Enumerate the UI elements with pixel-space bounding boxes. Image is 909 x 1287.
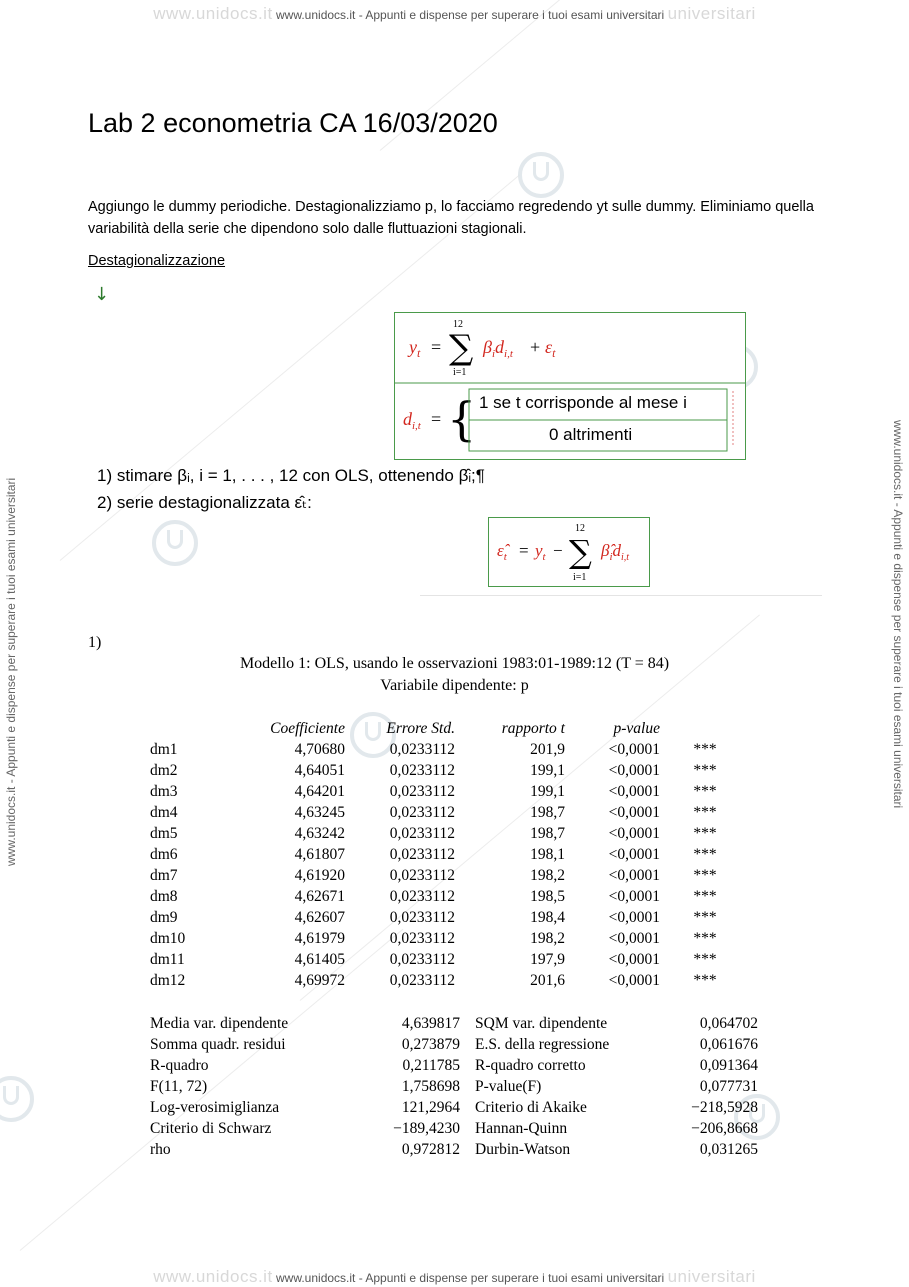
stats-row: [150, 1055, 758, 1076]
table-row: [150, 886, 750, 907]
table-row: [150, 739, 750, 760]
side-watermark-left: www.unidocs.it - Appunti e dispense per superare i tuoi esami universitari: [4, 477, 18, 866]
stats-row: [150, 1076, 758, 1097]
cell-se: 0,0233112: [389, 804, 455, 821]
stats-row: [150, 1013, 758, 1034]
cell-t: 198,5: [530, 888, 565, 905]
cell-name: dm12: [150, 972, 186, 989]
svg-text:yt: $y_t$: [535, 541, 546, 563]
stat-label: R-quadro: [150, 1057, 209, 1074]
cell-sig: ***: [693, 909, 717, 926]
svg-text:β̂idi,t: $\betâ_id_{i,t}$: [601, 541, 630, 563]
svg-text:=: =: [431, 337, 442, 357]
svg-text:di,t: $d_{i,t}$: [403, 409, 421, 432]
svg-text:=: =: [519, 541, 529, 560]
cell-p: <0,0001: [608, 888, 660, 905]
stat-label: Hannan-Quinn: [475, 1120, 568, 1137]
cell-p: <0,0001: [608, 804, 660, 821]
case-two-text: 0 altrimenti: [549, 425, 633, 444]
cell-name: dm9: [150, 909, 178, 926]
dependent-variable: Variabile dipendente: p: [380, 677, 529, 694]
banner-ghost-left: www.unidocs.it: [153, 1267, 273, 1286]
cell-p: <0,0001: [608, 846, 660, 863]
step-two: 2) serie destagionalizzata ε̂ₜ:: [97, 493, 312, 512]
cell-sig: ***: [693, 951, 717, 968]
case-one-text: 1 se t corrisponde al mese i: [479, 393, 687, 412]
table-row: [150, 970, 750, 991]
cell-name: dm5: [150, 825, 178, 842]
svg-text:i=1: i=1: [453, 367, 467, 378]
cell-sig: ***: [693, 783, 717, 800]
cell-name: dm7: [150, 867, 178, 884]
svg-text:i=1: i=1: [573, 572, 587, 583]
cell-name: dm10: [150, 930, 186, 947]
cell-se: 0,0233112: [389, 930, 455, 947]
table-row: [150, 760, 750, 781]
stat-label: Log-verosimiglianza: [150, 1099, 280, 1116]
section-subheading: Destagionalizzazione: [88, 253, 226, 269]
residual-equation-svg: [489, 518, 649, 586]
table-header-row: [150, 718, 750, 739]
equation-box: [394, 312, 746, 460]
cell-name: dm1: [150, 741, 178, 758]
stat-value: 0,061676: [699, 1036, 758, 1053]
cell-t: 198,7: [530, 804, 565, 821]
stat-spacer: [460, 1034, 475, 1055]
banner-ghost-left: www.unidocs.it: [153, 4, 273, 23]
cell-name: dm4: [150, 804, 178, 821]
cell-t: 199,1: [530, 762, 565, 779]
cell-se: 0,0233112: [389, 972, 455, 989]
cell-name: dm8: [150, 888, 178, 905]
svg-text:+: +: [530, 337, 541, 357]
banner-text: www.unidocs.it - Appunti e dispense per superare i tuoi esami universitari: [276, 1271, 665, 1285]
model-title: Modello 1: OLS, usando le osservazioni 1983:01-1989:12 (T = 84): [239, 655, 670, 672]
divider: [420, 595, 822, 596]
cell-se: 0,0233112: [389, 909, 455, 926]
cell-coef: 4,61979: [294, 930, 345, 947]
down-arrow-icon: ↓: [94, 284, 110, 305]
stat-spacer: [460, 1118, 475, 1139]
stats-row: [150, 1118, 758, 1139]
cell-p: <0,0001: [608, 972, 660, 989]
watermark-logo-icon: [518, 152, 564, 198]
cell-sig: ***: [693, 930, 717, 947]
cell-coef: 4,62607: [294, 909, 345, 926]
stat-value: 0,091364: [699, 1057, 758, 1074]
stat-spacer: [460, 1013, 475, 1034]
stat-value: −218,5928: [691, 1099, 758, 1116]
stat-spacer: [460, 1076, 475, 1097]
bottom-banner: [0, 1267, 909, 1287]
cell-sig: ***: [693, 804, 717, 821]
stat-value: 4,639817: [401, 1015, 460, 1032]
stat-value: 1,758698: [401, 1078, 460, 1095]
stats-row: [150, 1097, 758, 1118]
table-row: [150, 823, 750, 844]
top-banner: [0, 4, 909, 24]
stat-label: Criterio di Akaike: [475, 1099, 587, 1116]
cell-p: <0,0001: [608, 867, 660, 884]
step-one: 1) stimare βᵢ, i = 1, . . . , 12 con OLS, ottenendo β̂ᵢ;¶: [97, 466, 485, 485]
table-row: [150, 949, 750, 970]
stat-spacer: [460, 1055, 475, 1076]
stat-label: P-value(F): [475, 1078, 542, 1095]
cell-p: <0,0001: [608, 909, 660, 926]
svg-text:εt: $\varepsilon_t$: [545, 337, 556, 360]
cell-name: dm11: [150, 951, 185, 968]
stat-label: Somma quadr. residui: [150, 1036, 286, 1053]
stats-row: [150, 1139, 758, 1160]
cell-se: 0,0233112: [389, 951, 455, 968]
svg-text:=: =: [431, 409, 442, 429]
table-row: [150, 802, 750, 823]
cell-t: 198,4: [530, 909, 565, 926]
cell-se: 0,0233112: [389, 846, 455, 863]
stat-value: 0,077731: [699, 1078, 758, 1095]
cell-t: 198,7: [530, 825, 565, 842]
cell-se: 0,0233112: [389, 825, 455, 842]
cell-coef: 4,64051: [294, 762, 345, 779]
stat-value: 0,211785: [402, 1057, 460, 1074]
intro-paragraph: Aggiungo le dummy periodiche. Destagionalizziamo p, lo facciamo regredendo yt sulle dummy. Eliminiamo quella variabilità della serie che dipendono solo dalle fluttuazioni stagionali.: [88, 199, 814, 237]
cell-sig: ***: [693, 762, 717, 779]
stat-spacer: [460, 1097, 475, 1118]
stat-value: 0,064702: [699, 1015, 758, 1032]
stat-label: E.S. della regressione: [475, 1036, 610, 1053]
stat-value: 0,031265: [699, 1141, 758, 1158]
cell-sig: ***: [693, 867, 717, 884]
svg-text:∑: ∑: [449, 328, 474, 368]
page-title: Lab 2 econometria CA 16/03/2020: [88, 108, 498, 138]
svg-text:{: {: [447, 392, 477, 446]
cell-t: 198,2: [530, 930, 565, 947]
stat-label: Criterio di Schwarz: [150, 1120, 272, 1137]
cell-name: dm3: [150, 783, 178, 800]
cell-se: 0,0233112: [389, 783, 455, 800]
cell-p: <0,0001: [608, 762, 660, 779]
header-t: rapporto t: [501, 720, 565, 737]
stat-label: F(11, 72): [150, 1078, 208, 1095]
watermark-logo-icon: [152, 520, 198, 566]
cell-t: 198,1: [530, 846, 565, 863]
stat-label: Durbin-Watson: [475, 1141, 571, 1158]
cell-coef: 4,64201: [294, 783, 345, 800]
cell-t: 197,9: [530, 951, 565, 968]
stat-value: 0,273879: [401, 1036, 460, 1053]
cell-se: 0,0233112: [389, 762, 455, 779]
cell-coef: 4,63242: [294, 825, 345, 842]
header-se: Errore Std.: [386, 720, 455, 737]
cell-t: 198,2: [530, 867, 565, 884]
stat-value: −206,8668: [691, 1120, 758, 1137]
residual-equation-box: [488, 517, 650, 587]
cell-sig: ***: [693, 825, 717, 842]
cell-coef: 4,61405: [294, 951, 345, 968]
cell-name: dm2: [150, 762, 178, 779]
stat-label: R-quadro corretto: [475, 1057, 586, 1074]
side-watermark-right: www.unidocs.it - Appunti e dispense per superare i tuoi esami universitari: [891, 420, 905, 809]
cell-sig: ***: [693, 741, 717, 758]
header-coef: Coefficiente: [270, 720, 345, 737]
stat-spacer: [460, 1139, 475, 1160]
table-row: [150, 928, 750, 949]
cell-coef: 4,63245: [294, 804, 345, 821]
stats-row: [150, 1034, 758, 1055]
watermark-logo-icon: [0, 1076, 34, 1122]
stat-value: 0,972812: [401, 1141, 460, 1158]
cell-sig: ***: [693, 972, 717, 989]
stat-label: rho: [150, 1141, 171, 1158]
cell-se: 0,0233112: [389, 867, 455, 884]
cell-p: <0,0001: [608, 930, 660, 947]
svg-text:−: −: [553, 541, 563, 560]
cell-name: dm6: [150, 846, 178, 863]
banner-ghost-right: universitari: [667, 1267, 756, 1286]
svg-text:12: 12: [453, 319, 463, 330]
stat-value: 121,2964: [401, 1099, 460, 1116]
cell-coef: 4,61920: [294, 867, 345, 884]
cell-t: 201,6: [530, 972, 565, 989]
svg-text:yt: $y_t$: [409, 337, 421, 360]
cell-coef: 4,70680: [294, 741, 345, 758]
svg-text:ε̂t: $\varepsilon̂_t$: [497, 541, 507, 563]
table-row: [150, 907, 750, 928]
banner-ghost-right: universitari: [667, 4, 756, 23]
statistics-table: [150, 1013, 758, 1160]
cell-p: <0,0001: [608, 825, 660, 842]
svg-text:12: 12: [575, 523, 585, 534]
cell-t: 201,9: [530, 741, 565, 758]
coefficient-table: [150, 718, 750, 991]
cell-sig: ***: [693, 888, 717, 905]
cell-coef: 4,69972: [294, 972, 345, 989]
cell-t: 199,1: [530, 783, 565, 800]
cell-p: <0,0001: [608, 783, 660, 800]
table-row: [150, 781, 750, 802]
cell-se: 0,0233112: [389, 741, 455, 758]
banner-text: www.unidocs.it - Appunti e dispense per superare i tuoi esami universitari: [276, 8, 665, 22]
cell-se: 0,0233112: [389, 888, 455, 905]
svg-text:∑: ∑: [569, 533, 592, 571]
cell-p: <0,0001: [608, 741, 660, 758]
cell-sig: ***: [693, 846, 717, 863]
cell-coef: 4,62671: [294, 888, 345, 905]
section-label: 1): [88, 634, 102, 651]
stat-label: SQM var. dipendente: [475, 1015, 608, 1032]
cell-p: <0,0001: [608, 951, 660, 968]
stat-value: −189,4230: [393, 1120, 460, 1137]
table-row: [150, 844, 750, 865]
stat-label: Media var. dipendente: [150, 1015, 289, 1032]
header-p: p-value: [613, 720, 660, 737]
table-row: [150, 865, 750, 886]
svg-text:βidi,t: $\beta_id_{i,t}$: [483, 337, 513, 360]
cell-coef: 4,61807: [294, 846, 345, 863]
